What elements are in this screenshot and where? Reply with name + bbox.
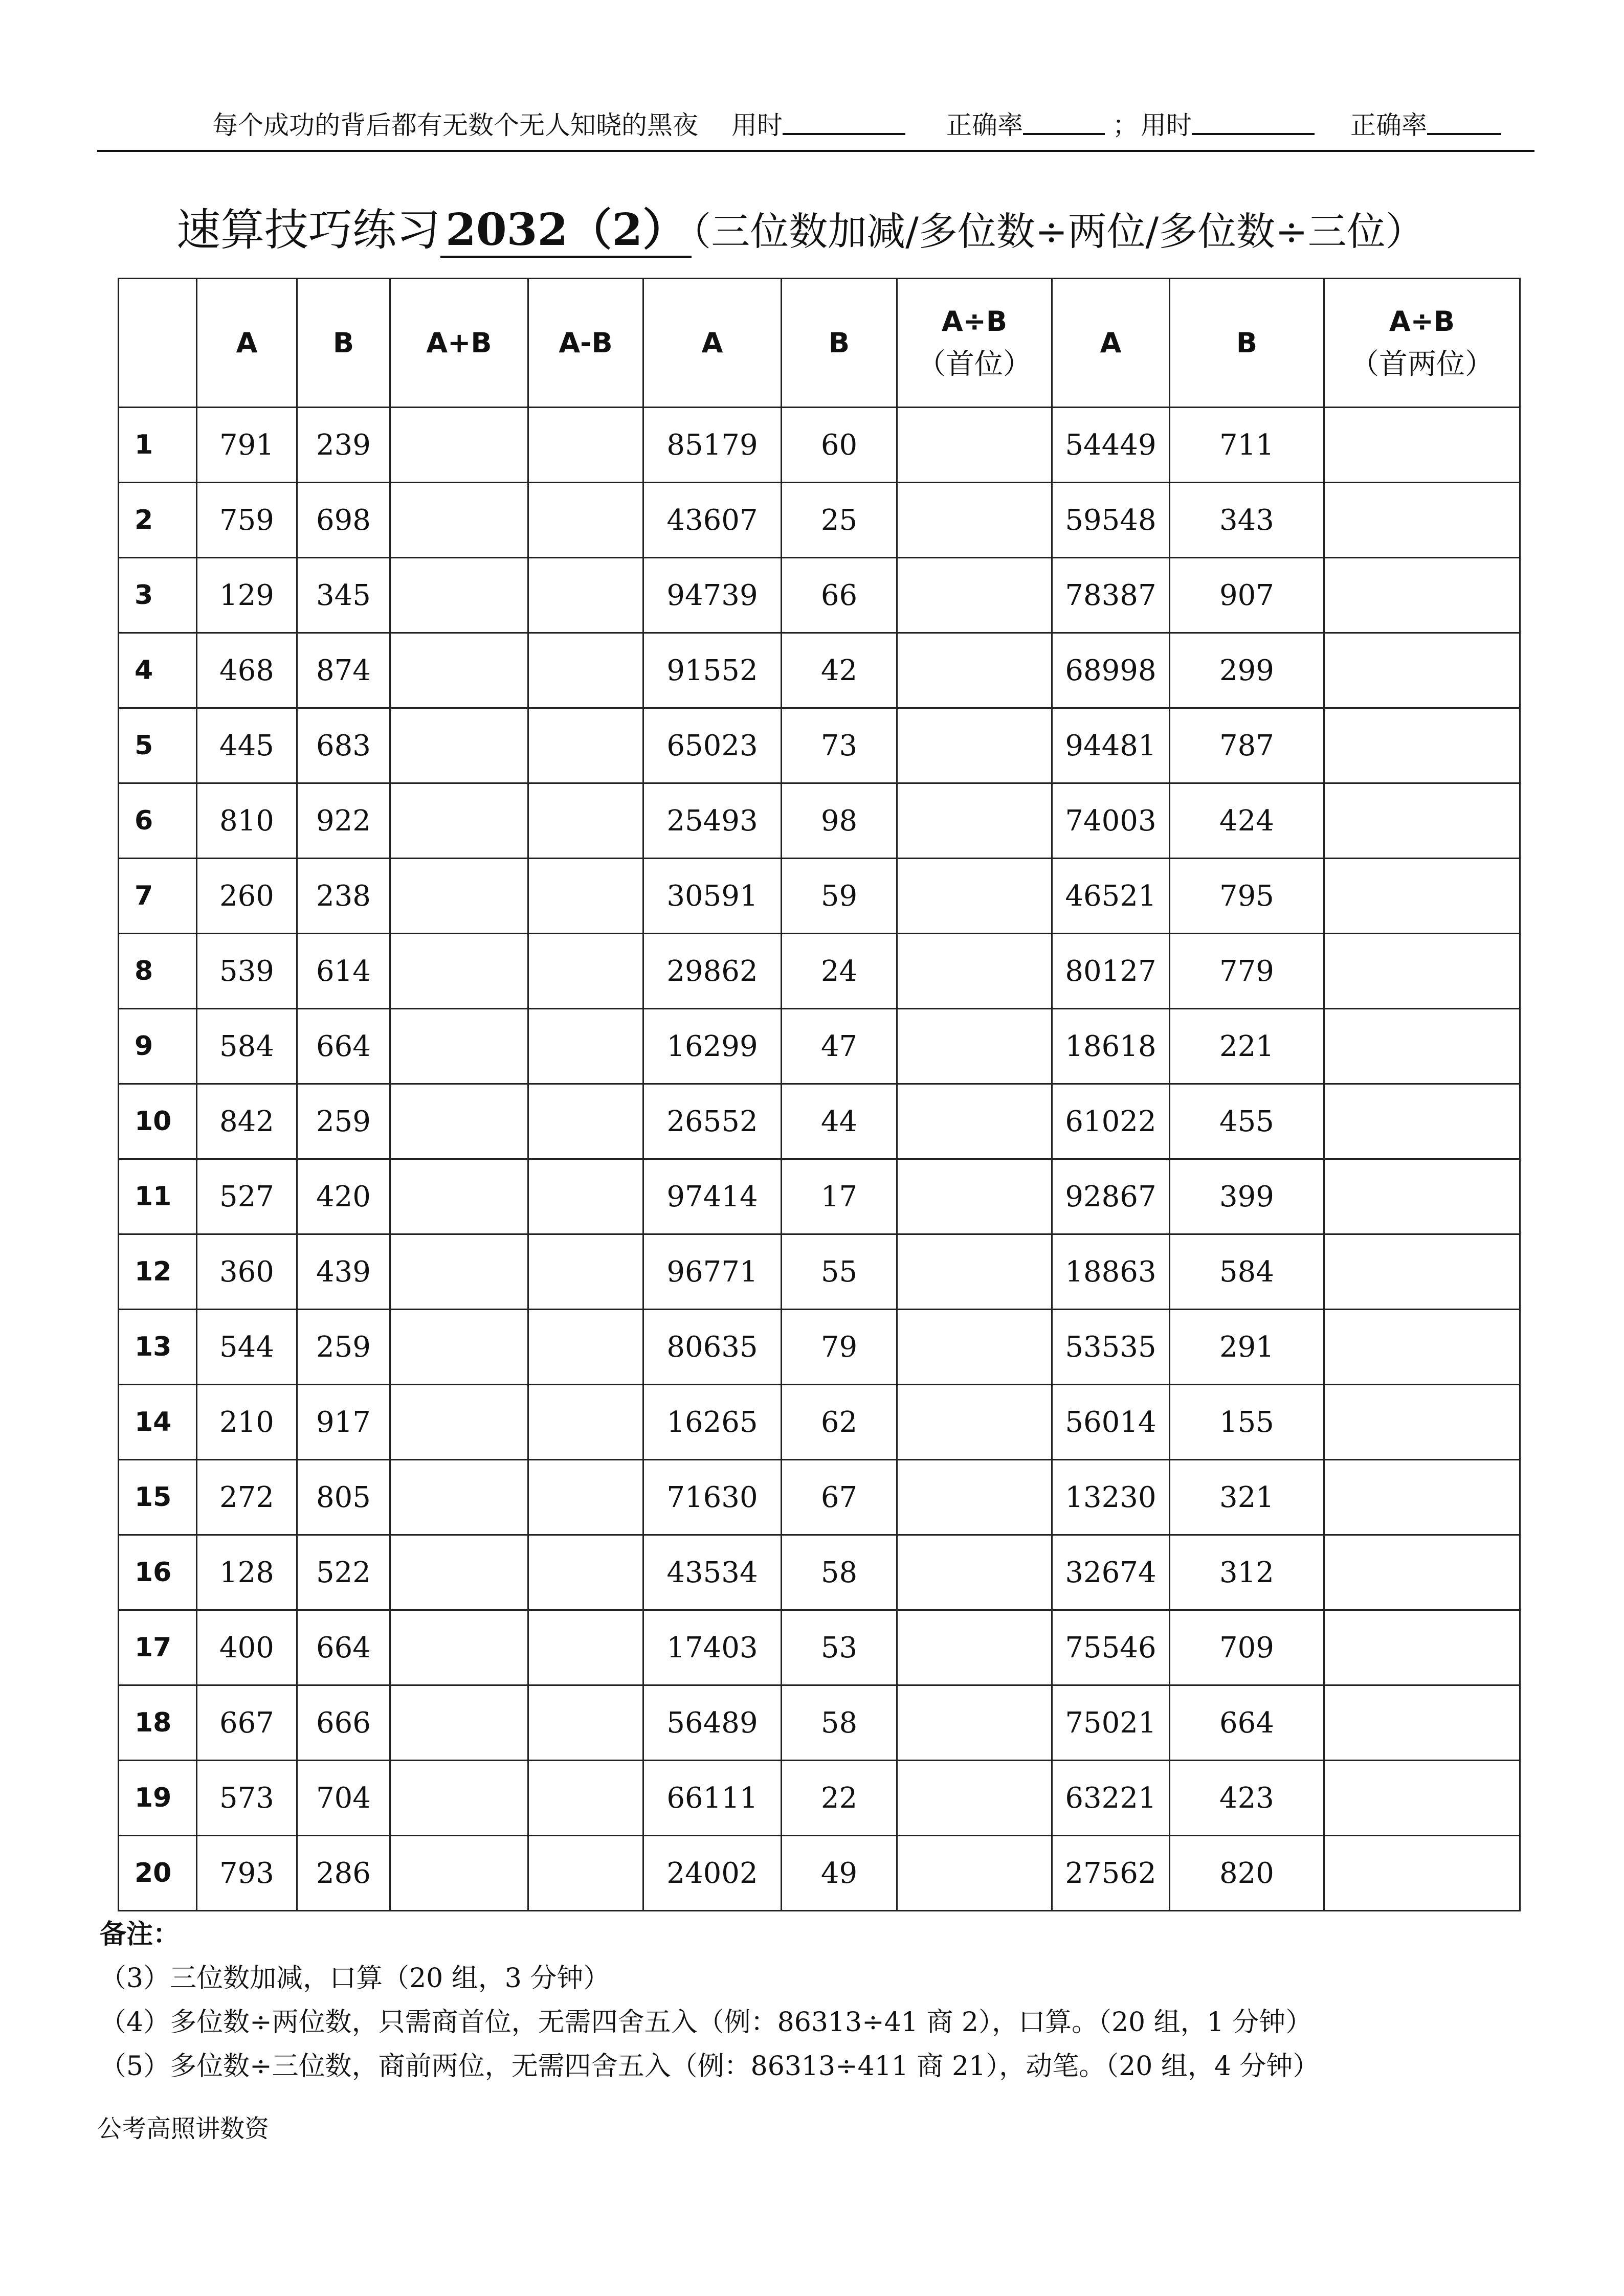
table-row xyxy=(119,1084,1520,1159)
cell-a3: 74003 xyxy=(1052,783,1170,859)
cell-b1: 698 xyxy=(297,483,390,558)
answer-sum[interactable] xyxy=(390,1610,528,1685)
cell-a2: 16265 xyxy=(643,1385,782,1460)
answer-div-first[interactable] xyxy=(897,1836,1052,1911)
cell-b2: 24 xyxy=(782,934,897,1009)
cell-a2: 30591 xyxy=(643,859,782,934)
cell-b3: 423 xyxy=(1170,1761,1324,1836)
cell-a3: 13230 xyxy=(1052,1460,1170,1535)
answer-sum[interactable] xyxy=(390,1385,528,1460)
answer-sum[interactable] xyxy=(390,1685,528,1761)
cell-b3: 820 xyxy=(1170,1836,1324,1911)
answer-diff[interactable] xyxy=(528,1610,643,1685)
row-index: 2 xyxy=(119,483,197,558)
table-row xyxy=(119,633,1520,708)
answer-sum[interactable] xyxy=(390,1535,528,1610)
cell-b3: 424 xyxy=(1170,783,1324,859)
row-index: 12 xyxy=(119,1234,197,1310)
accuracy-label-2: 正确率 xyxy=(1350,110,1427,140)
cell-a2: 29862 xyxy=(643,934,782,1009)
cell-b1: 259 xyxy=(297,1310,390,1385)
cell-a1: 400 xyxy=(197,1610,297,1685)
cell-b2: 62 xyxy=(782,1385,897,1460)
row-index: 1 xyxy=(119,408,197,483)
answer-sum[interactable] xyxy=(390,1761,528,1836)
header-sum: A+B xyxy=(390,279,528,408)
cell-a3: 80127 xyxy=(1052,934,1170,1009)
answer-div-first-two[interactable] xyxy=(1324,1685,1520,1761)
header-a3: A xyxy=(1052,279,1170,408)
answer-div-first[interactable] xyxy=(897,1310,1052,1385)
table-header-row xyxy=(119,279,1520,408)
cell-a2: 25493 xyxy=(643,783,782,859)
cell-b1: 239 xyxy=(297,408,390,483)
cell-b1: 666 xyxy=(297,1685,390,1761)
cell-a3: 18618 xyxy=(1052,1009,1170,1084)
answer-div-first[interactable] xyxy=(897,1685,1052,1761)
cell-a3: 68998 xyxy=(1052,633,1170,708)
answer-sum[interactable] xyxy=(390,934,528,1009)
table-row xyxy=(119,483,1520,558)
answer-div-first-two[interactable] xyxy=(1324,1009,1520,1084)
answer-div-first-two[interactable] xyxy=(1324,708,1520,783)
page-title xyxy=(176,197,1425,263)
answer-div-first-two[interactable] xyxy=(1324,1836,1520,1911)
row-index: 19 xyxy=(119,1761,197,1836)
answer-div-first-two[interactable] xyxy=(1324,1159,1520,1234)
table-row xyxy=(119,934,1520,1009)
cell-b1: 874 xyxy=(297,633,390,708)
table-row xyxy=(119,708,1520,783)
answer-sum[interactable] xyxy=(390,708,528,783)
header-b2: B xyxy=(782,279,897,408)
cell-b3: 155 xyxy=(1170,1385,1324,1460)
note-line-5: （5）多位数÷三位数，商前两位，无需四舍五入（例：86313÷411 商 21），动笔。（20 组，4 分钟） xyxy=(100,2051,1320,2082)
answer-sum[interactable] xyxy=(390,1460,528,1535)
cell-b2: 17 xyxy=(782,1159,897,1234)
cell-a2: 43534 xyxy=(643,1535,782,1610)
cell-b1: 664 xyxy=(297,1610,390,1685)
cell-b2: 79 xyxy=(782,1310,897,1385)
table-body xyxy=(119,408,1520,1911)
cell-b3: 779 xyxy=(1170,934,1324,1009)
header-a1: A xyxy=(197,279,297,408)
cell-a2: 80635 xyxy=(643,1310,782,1385)
row-index: 18 xyxy=(119,1685,197,1761)
table-row xyxy=(119,859,1520,934)
cell-b2: 60 xyxy=(782,408,897,483)
exercise-table xyxy=(118,278,1521,1911)
header-div1-bottom: （首位） xyxy=(917,347,1032,381)
answer-div-first[interactable] xyxy=(897,633,1052,708)
cell-a1: 360 xyxy=(197,1234,297,1310)
answer-sum[interactable] xyxy=(390,633,528,708)
cell-a1: 527 xyxy=(197,1159,297,1234)
answer-sum[interactable] xyxy=(390,1234,528,1310)
answer-div-first-two[interactable] xyxy=(1324,633,1520,708)
cell-a1: 667 xyxy=(197,1685,297,1761)
cell-a2: 96771 xyxy=(643,1234,782,1310)
cell-a1: 210 xyxy=(197,1385,297,1460)
table-row xyxy=(119,1234,1520,1310)
time-label-2: 用时 xyxy=(1141,110,1192,140)
cell-b1: 922 xyxy=(297,783,390,859)
cell-a1: 260 xyxy=(197,859,297,934)
header-div2-bottom: （首两位） xyxy=(1350,347,1494,381)
cell-a1: 810 xyxy=(197,783,297,859)
answer-div-first-two[interactable] xyxy=(1324,558,1520,633)
row-index: 8 xyxy=(119,934,197,1009)
answer-div-first[interactable] xyxy=(897,1009,1052,1084)
answer-diff[interactable] xyxy=(528,633,643,708)
cell-a1: 573 xyxy=(197,1761,297,1836)
notes-heading: 备注： xyxy=(100,1919,180,1950)
cell-a1: 468 xyxy=(197,633,297,708)
answer-sum[interactable] xyxy=(390,783,528,859)
row-index: 9 xyxy=(119,1009,197,1084)
cell-a2: 65023 xyxy=(643,708,782,783)
answer-sum[interactable] xyxy=(390,558,528,633)
cell-a1: 544 xyxy=(197,1310,297,1385)
answer-div-first[interactable] xyxy=(897,1385,1052,1460)
cell-b1: 238 xyxy=(297,859,390,934)
answer-div-first-two[interactable] xyxy=(1324,1234,1520,1310)
answer-div-first[interactable] xyxy=(897,1084,1052,1159)
row-index: 20 xyxy=(119,1836,197,1911)
cell-b3: 312 xyxy=(1170,1535,1324,1610)
answer-diff[interactable] xyxy=(528,1836,643,1911)
header-div2-top: A÷B xyxy=(1389,305,1455,337)
cell-b2: 42 xyxy=(782,633,897,708)
answer-div-first-two[interactable] xyxy=(1324,1385,1520,1460)
note-line-4: （4）多位数÷两位数，只需商首位，无需四舍五入（例：86313÷41 商 2），口算。（20 组，1 分钟） xyxy=(100,2007,1312,2038)
cell-b1: 917 xyxy=(297,1385,390,1460)
cell-b2: 59 xyxy=(782,859,897,934)
answer-div-first-two[interactable] xyxy=(1324,1310,1520,1385)
answer-div-first-two[interactable] xyxy=(1324,859,1520,934)
cell-b2: 44 xyxy=(782,1084,897,1159)
motto: 每个成功的背后都有无数个无人知晓的黑夜 xyxy=(212,110,698,140)
answer-diff[interactable] xyxy=(528,708,643,783)
table-row xyxy=(119,1009,1520,1084)
answer-sum[interactable] xyxy=(390,1009,528,1084)
table-row xyxy=(119,1610,1520,1685)
cell-a3: 92867 xyxy=(1052,1159,1170,1234)
row-index: 7 xyxy=(119,859,197,934)
cell-a1: 793 xyxy=(197,1836,297,1911)
cell-a2: 97414 xyxy=(643,1159,782,1234)
cell-a2: 24002 xyxy=(643,1836,782,1911)
cell-b2: 49 xyxy=(782,1836,897,1911)
cell-a3: 53535 xyxy=(1052,1310,1170,1385)
cell-b1: 614 xyxy=(297,934,390,1009)
answer-diff[interactable] xyxy=(528,483,643,558)
answer-div-first[interactable] xyxy=(897,783,1052,859)
answer-div-first[interactable] xyxy=(897,1610,1052,1685)
cell-b3: 795 xyxy=(1170,859,1324,934)
cell-a3: 94481 xyxy=(1052,708,1170,783)
table-row xyxy=(119,558,1520,633)
answer-diff[interactable] xyxy=(528,1385,643,1460)
answer-diff[interactable] xyxy=(528,408,643,483)
cell-b2: 58 xyxy=(782,1685,897,1761)
cell-a2: 43607 xyxy=(643,483,782,558)
cell-b3: 299 xyxy=(1170,633,1324,708)
cell-a2: 26552 xyxy=(643,1084,782,1159)
row-index: 15 xyxy=(119,1460,197,1535)
cell-b2: 98 xyxy=(782,783,897,859)
answer-div-first-two[interactable] xyxy=(1324,408,1520,483)
header-div1 xyxy=(897,279,1052,408)
header-b3: B xyxy=(1170,279,1324,408)
answer-div-first[interactable] xyxy=(897,1460,1052,1535)
cell-a3: 63221 xyxy=(1052,1761,1170,1836)
cell-a1: 584 xyxy=(197,1009,297,1084)
table-row xyxy=(119,1761,1520,1836)
cell-b1: 683 xyxy=(297,708,390,783)
answer-diff[interactable] xyxy=(528,1310,643,1385)
answer-sum[interactable] xyxy=(390,1084,528,1159)
separator: ； xyxy=(1113,110,1138,140)
answer-div-first[interactable] xyxy=(897,859,1052,934)
table-row xyxy=(119,1385,1520,1460)
cell-b3: 584 xyxy=(1170,1234,1324,1310)
row-index: 3 xyxy=(119,558,197,633)
answer-div-first[interactable] xyxy=(897,1761,1052,1836)
answer-div-first-two[interactable] xyxy=(1324,1761,1520,1836)
cell-a2: 16299 xyxy=(643,1009,782,1084)
answer-diff[interactable] xyxy=(528,934,643,1009)
answer-diff[interactable] xyxy=(528,1159,643,1234)
answer-div-first-two[interactable] xyxy=(1324,1084,1520,1159)
answer-diff[interactable] xyxy=(528,1009,643,1084)
cell-a3: 61022 xyxy=(1052,1084,1170,1159)
answer-sum[interactable] xyxy=(390,1836,528,1911)
notes-section xyxy=(100,1912,1583,2088)
answer-diff[interactable] xyxy=(528,1685,643,1761)
cell-b2: 73 xyxy=(782,708,897,783)
cell-b1: 522 xyxy=(297,1535,390,1610)
row-index: 5 xyxy=(119,708,197,783)
accuracy-label-1: 正确率 xyxy=(946,110,1023,140)
answer-sum[interactable] xyxy=(390,859,528,934)
cell-a1: 272 xyxy=(197,1460,297,1535)
page-header xyxy=(97,107,1529,143)
cell-a2: 94739 xyxy=(643,558,782,633)
row-index: 6 xyxy=(119,783,197,859)
cell-a2: 17403 xyxy=(643,1610,782,1685)
answer-div-first-two[interactable] xyxy=(1324,783,1520,859)
cell-a3: 75546 xyxy=(1052,1610,1170,1685)
table-row xyxy=(119,1535,1520,1610)
cell-b3: 399 xyxy=(1170,1159,1324,1234)
cell-a1: 539 xyxy=(197,934,297,1009)
row-index: 14 xyxy=(119,1385,197,1460)
cell-a3: 75021 xyxy=(1052,1685,1170,1761)
answer-sum[interactable] xyxy=(390,1159,528,1234)
header-diff: A-B xyxy=(528,279,643,408)
cell-b2: 66 xyxy=(782,558,897,633)
cell-b3: 321 xyxy=(1170,1460,1324,1535)
cell-b3: 787 xyxy=(1170,708,1324,783)
answer-div-first[interactable] xyxy=(897,558,1052,633)
title-subtitle: （三位数加减/多位数÷两位/多位数÷三位） xyxy=(692,209,1425,254)
cell-a1: 129 xyxy=(197,558,297,633)
note-line-3: （3）三位数加减，口算（20 组，3 分钟） xyxy=(100,1963,610,1994)
cell-b3: 455 xyxy=(1170,1084,1324,1159)
answer-div-first[interactable] xyxy=(897,483,1052,558)
cell-a1: 445 xyxy=(197,708,297,783)
row-index: 17 xyxy=(119,1610,197,1685)
title-code: 2032（2） xyxy=(440,204,692,258)
answer-div-first[interactable] xyxy=(897,1535,1052,1610)
answer-diff[interactable] xyxy=(528,558,643,633)
cell-a3: 32674 xyxy=(1052,1535,1170,1610)
answer-diff[interactable] xyxy=(528,859,643,934)
header-a2: A xyxy=(643,279,782,408)
cell-a3: 27562 xyxy=(1052,1836,1170,1911)
cell-b3: 221 xyxy=(1170,1009,1324,1084)
row-index: 11 xyxy=(119,1159,197,1234)
cell-a3: 56014 xyxy=(1052,1385,1170,1460)
header-div1-top: A÷B xyxy=(941,305,1008,337)
cell-b2: 67 xyxy=(782,1460,897,1535)
row-index: 13 xyxy=(119,1310,197,1385)
table-row xyxy=(119,1836,1520,1911)
answer-diff[interactable] xyxy=(528,1460,643,1535)
cell-b2: 58 xyxy=(782,1535,897,1610)
cell-a3: 46521 xyxy=(1052,859,1170,934)
cell-b3: 664 xyxy=(1170,1685,1324,1761)
cell-b1: 420 xyxy=(297,1159,390,1234)
cell-a3: 18863 xyxy=(1052,1234,1170,1310)
cell-a3: 59548 xyxy=(1052,483,1170,558)
cell-a1: 791 xyxy=(197,408,297,483)
cell-b2: 55 xyxy=(782,1234,897,1310)
cell-a2: 56489 xyxy=(643,1685,782,1761)
cell-b1: 345 xyxy=(297,558,390,633)
cell-b3: 291 xyxy=(1170,1310,1324,1385)
cell-b1: 439 xyxy=(297,1234,390,1310)
cell-a3: 78387 xyxy=(1052,558,1170,633)
header-divider xyxy=(97,150,1534,152)
cell-b1: 286 xyxy=(297,1836,390,1911)
cell-b2: 47 xyxy=(782,1009,897,1084)
cell-b3: 709 xyxy=(1170,1610,1324,1685)
table-row xyxy=(119,783,1520,859)
table-row xyxy=(119,1460,1520,1535)
row-index: 4 xyxy=(119,633,197,708)
answer-div-first-two[interactable] xyxy=(1324,934,1520,1009)
cell-a1: 128 xyxy=(197,1535,297,1610)
answer-div-first-two[interactable] xyxy=(1324,1610,1520,1685)
cell-b2: 22 xyxy=(782,1761,897,1836)
cell-b1: 664 xyxy=(297,1009,390,1084)
answer-diff[interactable] xyxy=(528,1535,643,1610)
cell-b3: 343 xyxy=(1170,483,1324,558)
cell-a2: 85179 xyxy=(643,408,782,483)
answer-div-first[interactable] xyxy=(897,708,1052,783)
title-main: 速算技巧练习 xyxy=(176,205,440,256)
time-label-1: 用时 xyxy=(731,110,783,140)
footer-source: 公考高照讲数资 xyxy=(97,2114,270,2143)
answer-diff[interactable] xyxy=(528,1084,643,1159)
table-row xyxy=(119,1159,1520,1234)
answer-div-first-two[interactable] xyxy=(1324,1535,1520,1610)
answer-sum[interactable] xyxy=(390,1310,528,1385)
answer-div-first[interactable] xyxy=(897,1234,1052,1310)
cell-b2: 25 xyxy=(782,483,897,558)
answer-div-first[interactable] xyxy=(897,408,1052,483)
answer-div-first[interactable] xyxy=(897,1159,1052,1234)
answer-div-first-two[interactable] xyxy=(1324,1460,1520,1535)
header-index xyxy=(119,279,197,408)
row-index: 16 xyxy=(119,1535,197,1610)
cell-a1: 759 xyxy=(197,483,297,558)
cell-b1: 805 xyxy=(297,1460,390,1535)
answer-div-first-two[interactable] xyxy=(1324,483,1520,558)
row-index: 10 xyxy=(119,1084,197,1159)
cell-a2: 91552 xyxy=(643,633,782,708)
answer-diff[interactable] xyxy=(528,1234,643,1310)
cell-a3: 54449 xyxy=(1052,408,1170,483)
answer-diff[interactable] xyxy=(528,1761,643,1836)
answer-sum[interactable] xyxy=(390,408,528,483)
table-row xyxy=(119,408,1520,483)
cell-a2: 71630 xyxy=(643,1460,782,1535)
cell-b1: 259 xyxy=(297,1084,390,1159)
cell-b2: 53 xyxy=(782,1610,897,1685)
table-row xyxy=(119,1310,1520,1385)
answer-diff[interactable] xyxy=(528,783,643,859)
header-b1: B xyxy=(297,279,390,408)
cell-a2: 66111 xyxy=(643,1761,782,1836)
header-div2 xyxy=(1324,279,1520,408)
cell-b3: 907 xyxy=(1170,558,1324,633)
answer-sum[interactable] xyxy=(390,483,528,558)
table-row xyxy=(119,1685,1520,1761)
cell-b3: 711 xyxy=(1170,408,1324,483)
cell-b1: 704 xyxy=(297,1761,390,1836)
answer-div-first[interactable] xyxy=(897,934,1052,1009)
cell-a1: 842 xyxy=(197,1084,297,1159)
